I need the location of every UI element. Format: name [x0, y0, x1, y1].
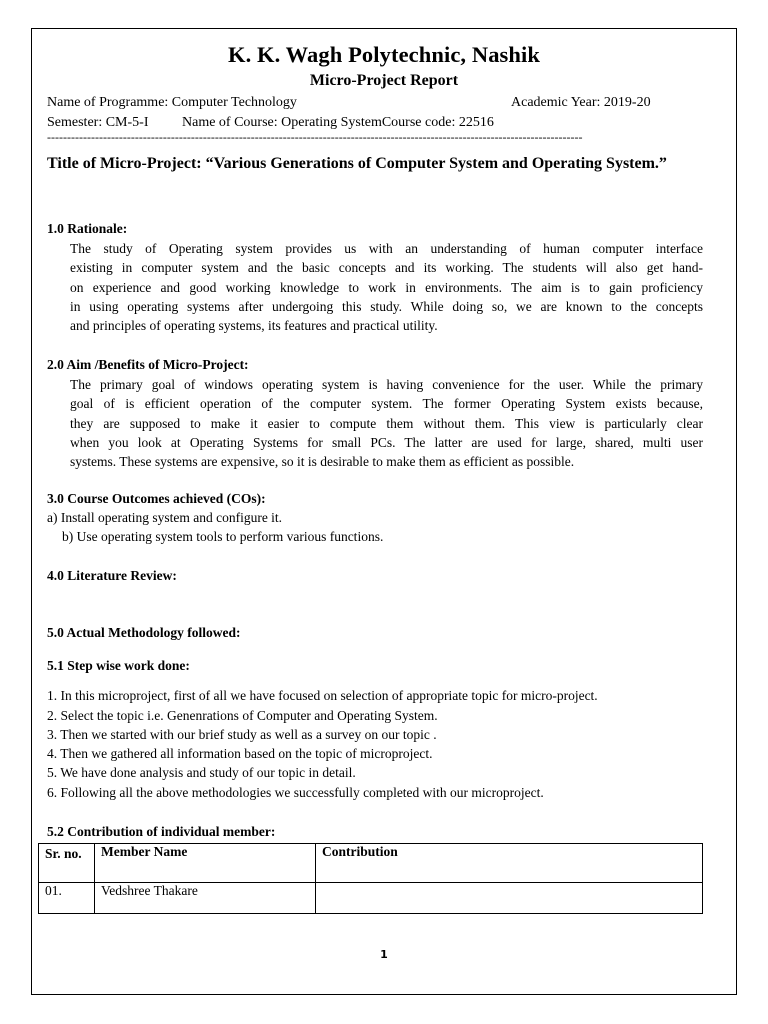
- step-item: 6. Following all the above methodologies we successfully completed with our microproject.: [47, 785, 544, 800]
- separator-line: --------------------------------------------------------------------------------------------------------------------------------------: [47, 130, 583, 144]
- cell-contribution: [316, 883, 703, 914]
- project-title: Title of Micro-Project: “Various Generations of Computer System and Operating System.”: [47, 155, 667, 172]
- step-item: 1. In this microproject, first of all we have focused on selection of appropriate topic for micro-project.: [47, 688, 598, 703]
- step-item: 3. Then we started with our brief study as well as a survey on our topic .: [47, 727, 437, 742]
- contribution-heading: 5.2 Contribution of individual member:: [47, 824, 276, 839]
- semester: Semester: CM-5-I: [47, 115, 149, 130]
- academic-year: Academic Year: 2019-20: [511, 95, 651, 110]
- aim-paragraph: [70, 375, 703, 471]
- rationale-line: on experience and good working knowledge to work in environments. The aim is to gain proficiency: [70, 279, 703, 295]
- rationale-heading: 1.0 Rationale:: [47, 221, 128, 236]
- column-header-contribution: Contribution: [316, 844, 703, 883]
- table-row: [39, 883, 703, 914]
- outcomes-heading: 3.0 Course Outcomes achieved (COs):: [47, 491, 266, 506]
- aim-line: The primary goal of windows operating system is having convenience for the user. While the primary: [70, 377, 703, 392]
- cell-member-name: Vedshree Thakare: [95, 883, 316, 914]
- rationale-line: The study of Operating system provides us with an understanding of human computer interface: [70, 241, 703, 256]
- aim-line: goal of is efficient operation of the computer system. The former Operating System exists because,: [70, 396, 703, 412]
- step-item: 2. Select the topic i.e. Genenrations of Computer and Operating System.: [47, 708, 438, 723]
- step-item: 4. Then we gathered all information based on the topic of microproject.: [47, 746, 433, 761]
- report-type: Micro-Project Report: [309, 72, 459, 89]
- rationale-line: existing in computer system and the basic concepts and its working. The students will also get hand-: [70, 260, 703, 276]
- outcome-item: a) Install operating system and configure it.: [47, 510, 283, 525]
- aim-line: when you look at Operating Systems for small PCs. The latter are used for large, shared, multi user: [70, 434, 703, 450]
- column-header-sr: Sr. no.: [39, 844, 95, 883]
- page-number: 1: [380, 948, 388, 961]
- outcome-item: b) Use operating system tools to perform various functions.: [62, 529, 384, 544]
- aim-line: systems. These systems are expensive, so it is desirable to make them as efficient as possible.: [70, 454, 575, 470]
- table-header-row: [39, 844, 703, 883]
- rationale-line: and principles of operating systems, its features and practical utility.: [70, 318, 438, 334]
- institute-name: K. K. Wagh Polytechnic, Nashik: [227, 42, 540, 67]
- course-name: Name of Course: Operating SystemCourse code: 22516: [182, 115, 494, 130]
- aim-line: they are supposed to make it easier to compute them without them. This view is particularly clear: [70, 415, 703, 431]
- contribution-table: [38, 843, 703, 914]
- methodology-heading: 5.0 Actual Methodology followed:: [47, 625, 241, 640]
- cell-sr: 01.: [39, 883, 95, 914]
- rationale-line: in using operating systems after undergoing this study. While doing so, we are known to the concepts: [70, 298, 703, 314]
- column-header-member-name: Member Name: [95, 844, 316, 883]
- literature-heading: 4.0 Literature Review:: [47, 568, 177, 583]
- programme-name: Name of Programme: Computer Technology: [47, 95, 297, 110]
- steps-heading: 5.1 Step wise work done:: [47, 658, 190, 673]
- rationale-paragraph: [70, 239, 703, 335]
- aim-heading: 2.0 Aim /Benefits of Micro-Project:: [47, 357, 249, 372]
- step-item: 5. We have done analysis and study of our topic in detail.: [47, 765, 356, 780]
